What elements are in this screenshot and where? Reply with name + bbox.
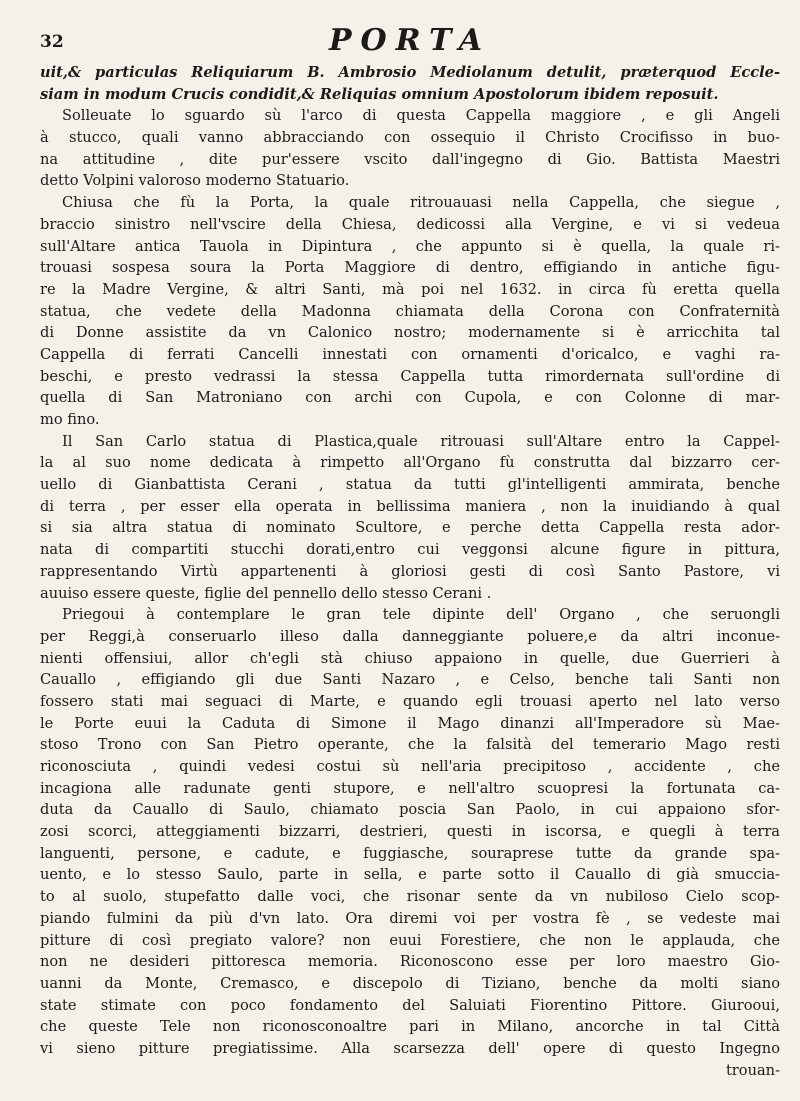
text-line: riconosciuta , quindi vedesi costui sù nell'aria precipitoso , accidente , che — [40, 758, 780, 775]
text-line: uello di Gianbattista Cerani , statua da tutti gl'intelligenti ammirata, benche — [40, 476, 780, 494]
text-line: Cappella di ferrati Cancelli innestati con ornamenti d'oricalco, e vaghi ra- — [40, 345, 780, 363]
text-line: sull'Altare antica Tauola in Dipintura , che appunto si è quella, la quale ri- — [40, 237, 780, 255]
page-header — [40, 18, 780, 58]
text-line: braccio sinistro nell'vscire della Chiesa, dedicossi alla Vergine, e vi si vedeua — [40, 215, 780, 233]
text-line: trouan- — [725, 1061, 780, 1079]
text-line: la al suo nome dedicata à rimpetto all'Organo fù construtta dal bizzarro cer- — [40, 454, 780, 472]
text-line: Cauallo , effigiando gli due Santi Nazaro , e Celso, benche tali Santi non — [40, 671, 780, 689]
text-line: incagiona alle radunate genti stupore, e nell'altro scuopresi la fortunata ca- — [40, 779, 780, 797]
text-line: Il San Carlo statua di Plastica,quale ritrouasi sull'Altare entro la Cappel- — [62, 432, 780, 450]
text-line: Priegoui à contemplare le gran tele dipinte dell' Organo , che seruongli — [62, 606, 780, 624]
text-line: piando fulmini da più d'vn lato. Ora diremi voi per vostra fè , se vedeste mai — [40, 909, 780, 927]
text-line: re la Madre Vergine, & altri Santi, mà poi nel 1632. in circa fù eretta quella — [40, 280, 780, 298]
book-page — [40, 18, 780, 1088]
text-line: auuiso essere queste, figlie del pennello dello stesso Cerani . — [40, 584, 492, 602]
text-line: uanni da Monte, Cremasco, e discepolo di Tiziano, benche da molti siano — [40, 974, 780, 992]
text-line: Chiusa che fù la Porta, la quale ritrouauasi nella Cappella, che siegue , — [62, 194, 780, 212]
text-line: quella di San Matroniano con archi con Cupola, e con Colonne di mar- — [40, 389, 780, 407]
running-head: PORTA — [328, 23, 492, 58]
text-line: nienti offensiui, allor ch'egli stà chiuso appaiono in quelle, due Guerrieri à — [40, 649, 780, 667]
text-line: fossero stati mai seguaci di Marte, e quando egli trouasi aperto nel lato verso — [40, 692, 780, 710]
text-line: state stimate con poco fondamento del Saluiati Fiorentino Pittore. Giurooui, — [40, 996, 780, 1014]
text-line: duta da Cauallo di Saulo, chiamato poscia San Paolo, in cui appaiono sfor- — [40, 801, 780, 819]
text-line: di Donne assistite da vn Calonico nostro; modernamente si è arricchita tal — [40, 324, 780, 342]
text-line: statua, che vedete della Madonna chiamata della Corona con Confraternità — [40, 302, 780, 320]
text-line: trouasi sospesa soura la Porta Maggiore di dentro, effigiando in antiche figu- — [40, 259, 780, 277]
text-line: non ne desideri pittoresca memoria. Riconoscono esse per loro maestro Gio- — [40, 953, 780, 971]
text-line: nata di compartiti stucchi dorati,entro cui veggonsi alcune figure in pittura, — [40, 541, 780, 559]
text-line: pitture di così pregiato valore? non euui Forestiere, che non le applauda, che — [40, 931, 780, 949]
text-line: di terra , per esser ella operata in bellissima maniera , non la inuidiando à qual — [40, 497, 780, 515]
page-number: 32 — [40, 32, 64, 52]
text-line: to al suolo, stupefatto dalle voci, che risonar sente da vn nubiloso Cielo scop- — [40, 888, 780, 906]
text-line: detto Volpini valoroso moderno Statuario. — [40, 172, 350, 190]
text-line: beschi, e presto vedrassi la stessa Cappella tutta rimordernata sull'ordine di — [40, 367, 780, 385]
text-line: per Reggi,à conseruarlo illeso dalla danneggiante poluere,e da altri inconue- — [40, 627, 780, 645]
text-line: à stucco, quali vanno abbracciando con ossequio il Christo Crocifisso in buo- — [40, 129, 780, 147]
text-line: uento, e lo stesso Saulo, parte in sella, e parte sotto il Cauallo di già smuccia- — [40, 866, 780, 884]
text-line: stoso Trono con San Pietro operante, che la falsità del temerario Mago resti — [40, 736, 780, 754]
text-line: zosi scorci, atteggiamenti bizzarri, destrieri, questi in iscorsa, e quegli à terra — [40, 823, 780, 841]
text-line: si sia altra statua di nominato Scultore, e perche detta Cappella resta ador- — [40, 519, 780, 537]
text-line: Solleuate lo sguardo sù l'arco di questa Cappella maggiore , e gli Angeli — [62, 107, 780, 125]
text-line: mo fino. — [40, 411, 100, 428]
text-line: che queste Tele non riconosconoaltre pari in Milano, ancorche in tal Città — [40, 1018, 780, 1036]
text-line: na attitudine , dite pur'essere vscito dall'ingegno di Gio. Battista Maestri — [40, 150, 780, 168]
text-line: languenti, persone, e cadute, e fuggiasche, souraprese tutte da grande spa- — [40, 844, 780, 862]
text-line: uit,& particulas Reliquiarum B. Ambrosio Mediolanum detulit, præterquod Eccle- — [40, 64, 780, 81]
text-line: vi sieno pitture pregiatissime. Alla scarsezza dell' opere di questo Ingegno — [40, 1039, 780, 1057]
text-line: le Porte euui la Caduta di Simone il Mago dinanzi all'Imperadore sù Mae- — [40, 714, 780, 732]
text-line: siam in modum Crucis condidit,& Reliquias omnium Apostolorum ibidem reposuit. — [40, 85, 719, 103]
body-text — [40, 62, 780, 1081]
text-line: rappresentando Virtù appartenenti à gloriosi gesti di così Santo Pastore, vi — [40, 562, 780, 580]
